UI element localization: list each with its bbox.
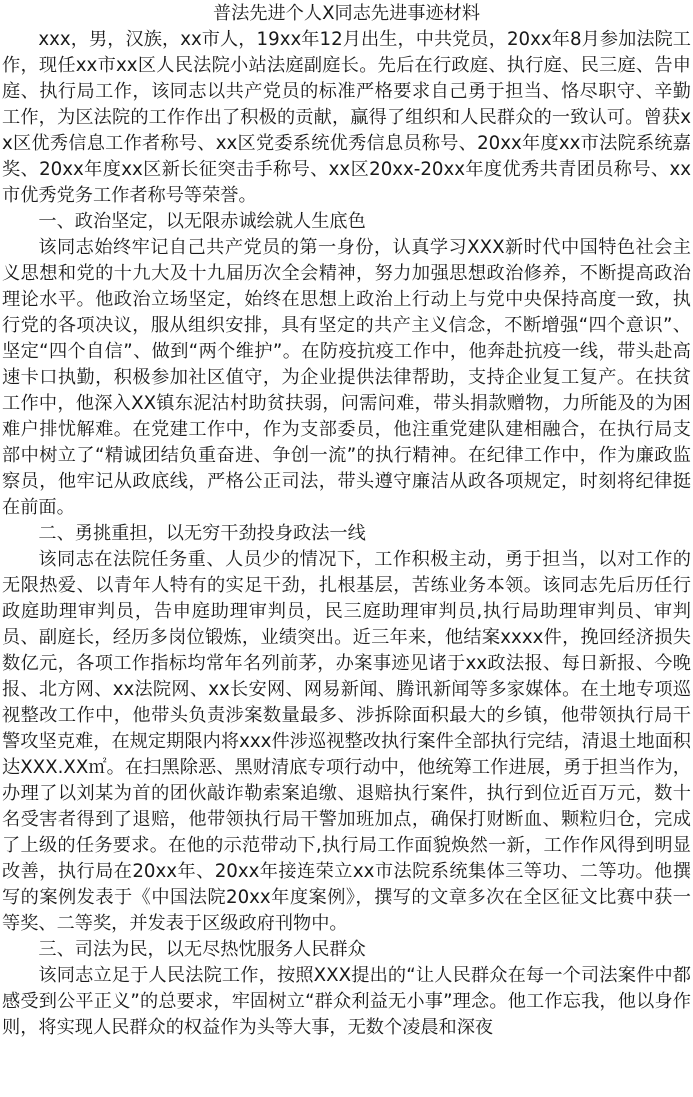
section-body: 该同志始终牢记自己共产党员的第一身份，认真学习XXX新时代中国特色社会主义思想和党的十九大及十九届历次全会精神，努力加强思想政治修养，不断提高政治理论水平。他政治立场坚定，始终在思想上政治上行动上与党中央保持高度一致，执行党的各项决议，服从组织安排，具有坚定的共产主义信念，不断增强“四个意识”、坚定“四个自信”、做到“两个维护”。在防疫抗疫工作中，他奔赴抗疫一线，带头赴高速卡口执勤，积极参加社区值守，为企业提供法律帮助，支持企业复工复产。在扶贫工作中，他深入XX镇东泥沽村助贫扶弱，问需问难，带头捐款赠物，力所能及的为困难户排忧解难。在党建工作中，作为支部委员，他注重党建队建相融合，在执行局支部中树立了“精诚团结负重奋进、争创一流”的执行精神。在纪律工作中，作为廉政监察员，他牢记从政底线，严格公正司法，带头遵守廉洁从政各项规定，时刻将纪律挺在前面。 [2,237,691,518]
document [2,0,691,1041]
document-title: 普法先进个人X同志先进事迹材料 [212,3,481,24]
section-heading: 三、司法为民，以无尽热忱服务人民群众 [38,939,366,960]
section-body: 该同志在法院任务重、人员少的情况下，工作积极主动，勇于担当，以对工作的无限热爱、以青年人特有的实足干劲，扎根基层，苦练业务本领。该同志先后历任行政庭助理审判员，告申庭助理审判员，民三庭助理审判员,执行局助理审判员、审判员、副庭长，经历多岗位锻炼，业绩突出。近三年来，他结案xxxx件，挽回经济损失数亿元，各项工作指标均常年名列前茅，办案事迹见诸于xx政法报、每日新报、今晚报、北方网、xx法院网、xx长安网、网易新闻、腾讯新闻等多家媒体。在土地专项巡视整改工作中，他带头负责涉案数量最多、涉拆除面积最大的乡镇，他带领执行局干警攻坚克难，在规定期限内将xxx件涉巡视整改执行案件全部执行完结，清退土地面积达XXX.XX㎡。在扫黑除恶、黑财清底专项行动中，他统筹工作进展，勇于担当作为，办理了以刘某为首的团伙敲诈勒索案追缴、退赔执行案件，执行到位近百万元，数十名受害者得到了退赔，他带领执行局干警加班加点，确保打财断血、颗粒归仓，完成了上级的任务要求。在他的示范带动下,执行局工作面貌焕然一新，工作作风得到明显改善，执行局在20xx年、20xx年接连荣立xx市法院系统集体三等功、二等功。他撰写的案例发表于《中国法院20xx年度案例》，撰写的文章多次在全区征文比赛中获一等奖、二等奖，并发表于区级政府刊物中。 [2,549,691,934]
section-heading: 一、政治坚定，以无限赤诚绘就人生底色 [38,211,366,232]
section-heading: 二、勇挑重担，以无穷干劲投身政法一线 [38,523,366,544]
section-body: 该同志立足于人民法院工作，按照XXX提出的“让人民群众在每一个司法案件中都感受到公平正义”的总要求，牢固树立“群众利益无小事”理念。他工作忘我，他以身作则，将实现人民群众的权益作为头等大事，无数个凌晨和深夜 [2,965,691,1038]
intro-paragraph: xxx，男，汉族，xx市人，19xx年12月出生，中共党员，20xx年8月参加法院工作，现任xx市xx区人民法院小站法庭副庭长。先后在行政庭、执行庭、民三庭、告申庭、执行局工作，该同志以共产党员的标准严格要求自己勇于担当、恪尽职守、辛勤工作，为区法院的工作作出了积极的贡献，赢得了组织和人民群众的一致认可。曾获xx区优秀信息工作者称号、xx区党委系统优秀信息员称号、20xx年度xx市法院系统嘉奖、20xx年度xx区新长征突击手称号、xx区20xx-20xx年度优秀共青团员称号、xx市优秀党务工作者称号等荣誉。 [2,29,691,206]
